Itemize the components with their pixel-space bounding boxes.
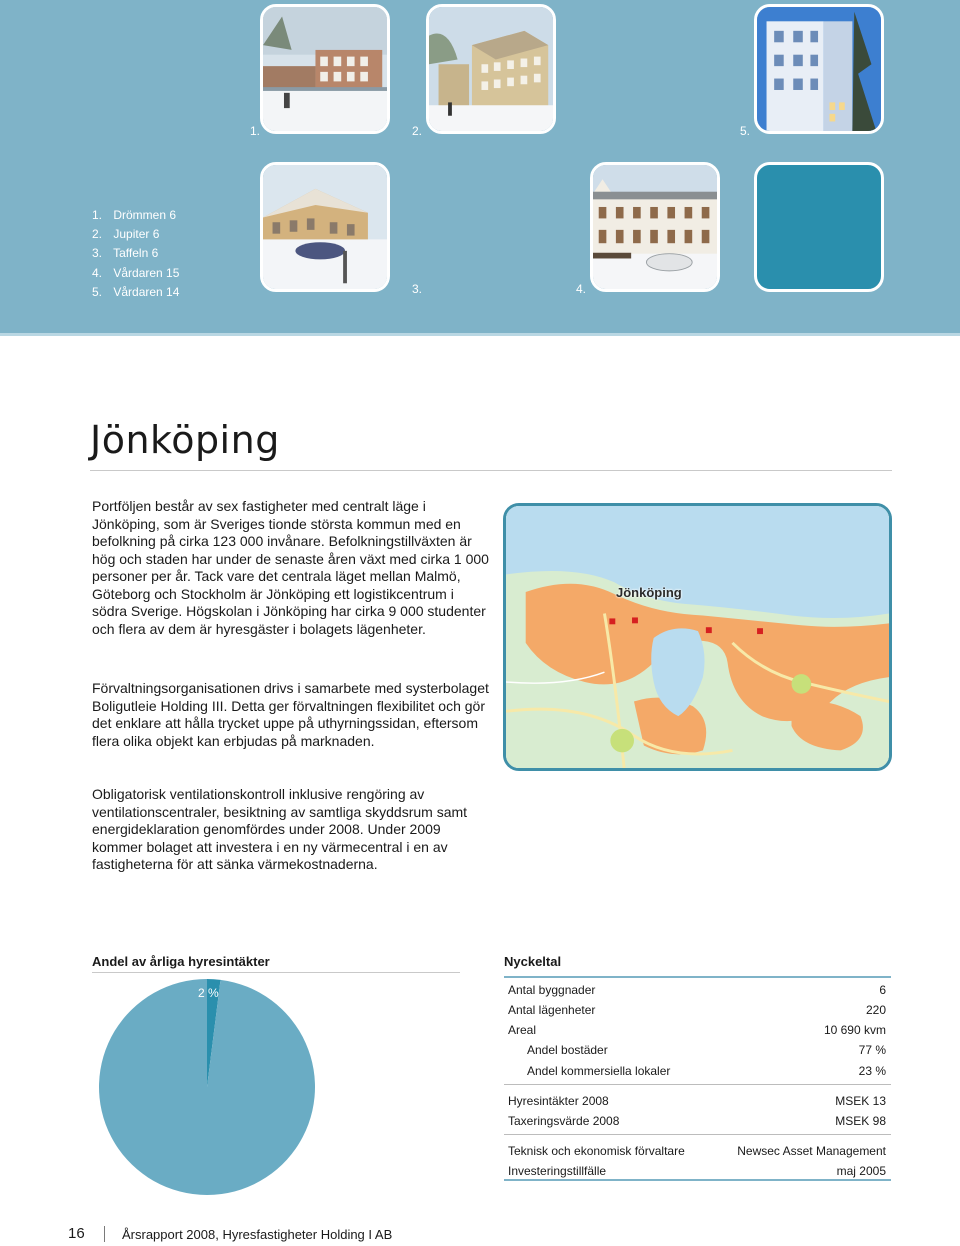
- pie-title-divider: [92, 972, 460, 973]
- page-title: Jönköping: [90, 418, 280, 462]
- legend-item: 4. Vårdaren 15: [92, 265, 180, 280]
- key-figure-value: 6: [879, 983, 886, 997]
- map-graphic: [506, 506, 889, 768]
- property-photo-3: [260, 162, 390, 292]
- rental-income-pie-chart: [98, 978, 316, 1196]
- key-figure-value: 23 %: [858, 1064, 886, 1078]
- key-figure-row: [508, 1092, 886, 1110]
- property-photo-2: [426, 4, 556, 134]
- photo-label-3: 3.: [412, 282, 423, 296]
- key-figure-label: Areal: [508, 1023, 537, 1037]
- key-figure-value: MSEK 98: [835, 1114, 886, 1128]
- key-figure-label: Andel kommersiella lokaler: [527, 1064, 671, 1078]
- photo-label-1: 1.: [250, 124, 261, 138]
- property-photo-4: [590, 162, 720, 292]
- property-photo-5: [754, 4, 884, 134]
- key-figures-title: Nyckeltal: [504, 954, 562, 969]
- map-city-label: Jönköping: [616, 585, 682, 600]
- key-figure-row: [508, 1062, 886, 1080]
- key-figure-row: [508, 1021, 886, 1039]
- key-figure-value: maj 2005: [836, 1164, 886, 1178]
- footer-divider: [104, 1226, 105, 1242]
- photo-label-5: 5.: [740, 124, 751, 138]
- photo-label-2: 2.: [412, 124, 423, 138]
- pie-svg: [98, 978, 316, 1196]
- key-figure-value: Newsec Asset Management: [737, 1144, 886, 1158]
- pie-slice-label: 2 %: [198, 986, 219, 1000]
- pie-chart-title: Andel av årliga hyresintäkter: [92, 954, 270, 969]
- city-map: [503, 503, 892, 771]
- key-figure-label: Hyresintäkter 2008: [508, 1094, 609, 1108]
- key-figure-label: Antal lägenheter: [508, 1003, 596, 1017]
- key-figure-row: [508, 1041, 886, 1059]
- key-figure-label: Taxeringsvärde 2008: [508, 1114, 620, 1128]
- management-paragraph: Förvaltningsorganisationen drivs i samarbete med systerbolaget Boligutleie Holding III. Detta ger förvaltningen flexibilitet och gör det enklare att hålla trycket uppe på uthyrningssidan, eftersom flera olika objekt kan erbjudas på marknaden.: [92, 680, 489, 749]
- key-figure-label: Andel bostäder: [527, 1043, 608, 1057]
- maintenance-paragraph: Obligatorisk ventilationskontroll inklusive rengöring av ventilationscentraler, besiktning av samtliga skyddsrum samt energideklaration genomfördes under 2008. Under 2009 kommer bolaget att investera i en ny värmecentral i en av fastigheterna för att sänka värmekostnaderna.: [92, 786, 468, 872]
- legend-item: 5. Vårdaren 14: [92, 284, 180, 299]
- footer-text: Årsrapport 2008, Hyresfastigheter Holding I AB: [122, 1227, 393, 1242]
- key-figure-value: 10 690 kvm: [823, 1023, 886, 1037]
- page-number: 16: [68, 1225, 85, 1242]
- key-figure-row: [508, 1001, 886, 1019]
- pie-slice-1: [99, 979, 315, 1195]
- key-figure-row: [508, 1142, 886, 1160]
- legend-item: 2. Jupiter 6: [92, 227, 160, 242]
- legend-item: 3. Taffeln 6: [92, 246, 159, 261]
- key-figure-row: [508, 1162, 886, 1180]
- key-figure-row: [508, 1112, 886, 1130]
- key-figure-label: Antal byggnader: [508, 983, 596, 997]
- key-figure-row: [508, 981, 886, 999]
- legend-item: 1. Drömmen 6: [92, 208, 177, 222]
- intro-paragraph: Portföljen består av sex fastigheter med centralt läge i Jönköping, som är Sveriges tionde största kommun med en befolkning på cirka 123 000 invånare. Befolkningstillväxten är hög och staden har under de senaste åren växt med cirka 1 000 personer per år. Tack vare det centrala läget mellan Malmö, Göteborg och Stockholm är Jönköping ett logistikcentrum i södra Sverige. Högskolan i Jönköping har cirka 9 000 studenter och flera av dem är hyresgäster i bolagets lägenheter.: [92, 498, 489, 637]
- key-figures-top-rule: [504, 976, 891, 978]
- property-photo-6-placeholder: [754, 162, 884, 292]
- key-figure-value: MSEK 13: [835, 1094, 886, 1108]
- band-divider: [0, 333, 960, 336]
- key-figure-label: Investeringstillfälle: [508, 1164, 607, 1178]
- key-figures-divider: [504, 1084, 891, 1085]
- photo-label-4: 4.: [576, 282, 587, 296]
- key-figure-label: Teknisk och ekonomisk förvaltare: [508, 1144, 685, 1158]
- key-figure-value: 220: [865, 1003, 886, 1017]
- key-figure-value: 77 %: [858, 1043, 886, 1057]
- key-figures-bottom-rule: [504, 1179, 891, 1181]
- key-figures-divider: [504, 1134, 891, 1135]
- property-photo-1: [260, 4, 390, 134]
- title-divider: [90, 470, 892, 471]
- property-legend: [92, 206, 179, 302]
